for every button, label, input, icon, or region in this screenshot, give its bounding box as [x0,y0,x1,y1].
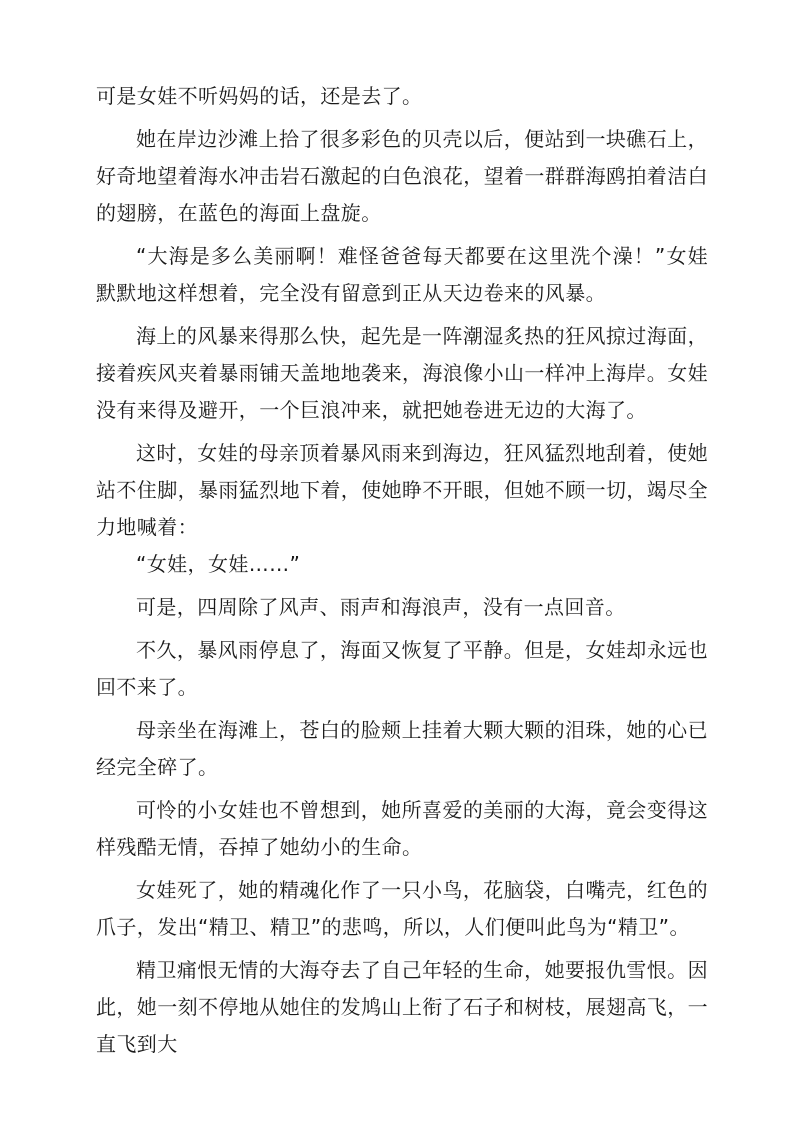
paragraph-6: “女娃，女娃……” [136,552,301,576]
paragraph-7: 可是，四周除了风声、雨声和海浪声，没有一点回音。 [136,595,626,619]
paragraph-10: 可怜的小女娃也不曾想到，她所喜爱的美丽的大海，竟会变得这样残酷无情，吞掉了她幼小的生命。 [96,798,708,859]
paragraph-4: 海上的风暴来得那么快，起先是一阵潮湿炙热的狂风掠过海面，接着疾风夹着暴雨铺天盖地地袭来，海浪像小山一样冲上海岸。女娃没有来得及避开，一个巨浪冲来，就把她卷进无边的大海了。 [96,324,708,422]
paragraph-11: 女娃死了，她的精魂化作了一只小鸟，花脑袋，白嘴壳，红色的爪子，发出“精卫、精卫”的悲鸣，所以，人们便叫此鸟为“精卫”。 [96,878,708,939]
paragraph-5: 这时，女娃的母亲顶着暴风雨来到海边，狂风猛烈地刮着，使她站不住脚，暴雨猛烈地下着，使她睁不开眼，但她不顾一切，竭尽全力地喊着： [96,441,708,539]
paragraph-9: 母亲坐在海滩上，苍白的脸颊上挂着大颗大颗的泪珠，她的心已经完全碎了。 [96,718,708,779]
document-body [96,78,708,1063]
paragraph-3: “大海是多么美丽啊！难怪爸爸每天都要在这里洗个澡！”女娃默默地这样想着，完全没有留意到正从天边卷来的风暴。 [96,244,708,305]
paragraph-1: 可是女娃不听妈妈的话，还是去了。 [96,84,423,108]
paragraph-12: 精卫痛恨无情的大海夺去了自己年轻的生命，她要报仇雪恨。因此，她一刻不停地从她住的发鸠山上衔了石子和树枝，展翅高飞，一直飞到大 [96,958,708,1056]
paragraph-8: 不久，暴风雨停息了，海面又恢复了平静。但是，女娃却永远也回不来了。 [96,638,708,699]
paragraph-2: 她在岸边沙滩上拾了很多彩色的贝壳以后，便站到一块礁石上，好奇地望着海水冲击岩石激起的白色浪花，望着一群群海鸥拍着洁白的翅膀，在蓝色的海面上盘旋。 [96,127,708,225]
